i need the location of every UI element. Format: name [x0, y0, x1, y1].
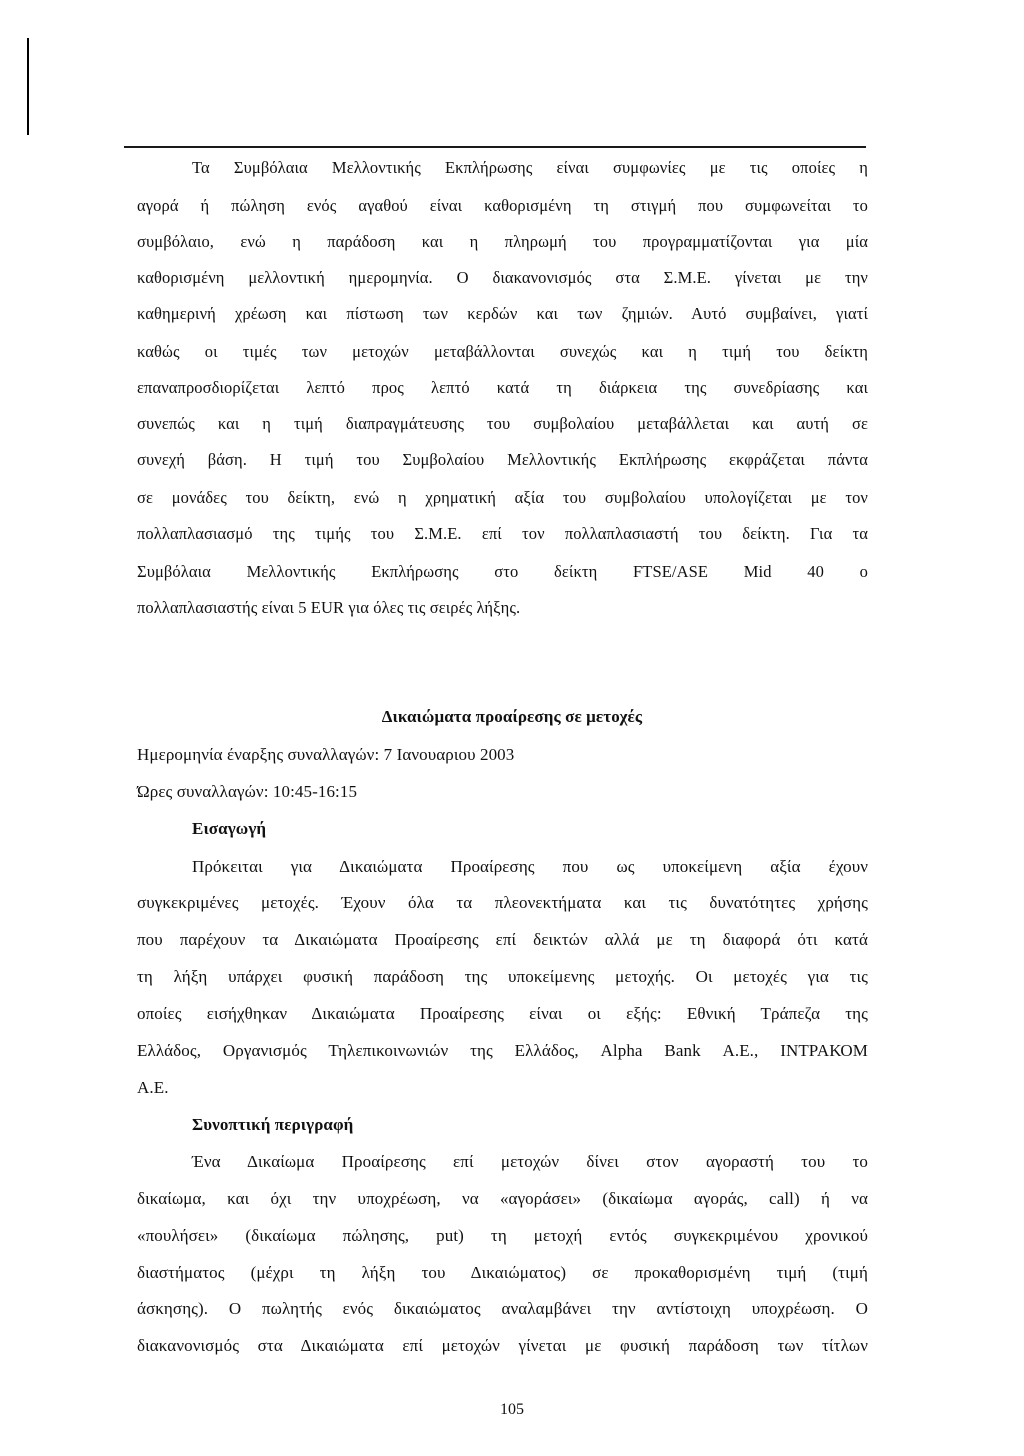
text-line: συνεχή βάση. Η τιμή του Συμβολαίου Μελλοντικής Εκπλήρωσης εκφράζεται πάντα — [137, 450, 868, 469]
text-line: «πουλήσει» (δικαίωμα πώλησης, put) τη μετοχή εντός συγκεκριμένου χρονικού — [137, 1226, 868, 1245]
page-number: 105 — [500, 1401, 524, 1418]
text-line: Ελλάδος, Οργανισμός Τηλεπικοινωνιών της Ελλάδος, Alpha Bank Α.Ε., ΙΝΤΡΑΚΟΜ — [137, 1041, 868, 1060]
text-line: συνεπώς και η τιμή διαπραγμάτευσης του συμβολαίου μεταβάλλεται και αυτή σε — [137, 414, 868, 433]
header-rule — [124, 146, 866, 148]
text-line: Α.Ε. — [137, 1078, 169, 1097]
text-line: τη λήξη υπάρχει φυσική παράδοση της υποκείμενης μετοχής. Οι μετοχές για τις — [137, 967, 868, 986]
text-line: πολλαπλασιαστής είναι 5 EUR για όλες τις σειρές λήξης. — [137, 598, 521, 617]
section-title: Δικαιώματα προαίρεσης σε μετοχές — [381, 707, 643, 726]
text-line: αγορά ή πώληση ενός αγαθού είναι καθορισμένη τη στιγμή που συμφωνείται το — [137, 196, 868, 215]
text-line: διακανονισμός στα Δικαιώματα επί μετοχών γίνεται με φυσική παράδοση των τίτλων — [137, 1336, 868, 1355]
text-line: καθημερινή χρέωση και πίστωση των κερδών και των ζημιών. Αυτό συμβαίνει, γιατί — [137, 304, 868, 323]
start-date: Ημερομηνία έναρξης συναλλαγών: 7 Ιανουαριου 2003 — [137, 745, 515, 764]
text-line: καθώς οι τιμές των μετοχών μεταβάλλονται συνεχώς και η τιμή του δείκτη — [137, 342, 868, 361]
intro-heading: Εισαγωγή — [192, 819, 267, 838]
text-line: πολλαπλασιασμό της τιμής του Σ.Μ.Ε. επί τον πολλαπλασιαστή του δείκτη. Για τα — [137, 524, 868, 543]
text-line: άσκησης). Ο πωλητής ενός δικαιώματος αναλαμβάνει την αντίστοιχη υποχρέωση. Ο — [137, 1299, 868, 1318]
scan-margin-line — [27, 38, 29, 135]
text-line: οποίες εισήχθηκαν Δικαιώματα Προαίρεσης είναι οι εξής: Εθνική Τράπεζα της — [137, 1004, 868, 1023]
text-line: Ένα Δικαίωμα Προαίρεσης επί μετοχών δίνει στον αγοραστή του το — [192, 1152, 868, 1171]
text-line: δικαίωμα, και όχι την υποχρέωση, να «αγοράσει» (δικαίωμα αγοράς, call) ή να — [137, 1189, 868, 1208]
text-line: συγκεκριμένες μετοχές. Έχουν όλα τα πλεονεκτήματα και τις δυνατότητες χρήσης — [137, 893, 868, 912]
text-line: Τα Συμβόλαια Μελλοντικής Εκπλήρωσης είναι συμφωνίες με τις οποίες η — [192, 158, 868, 177]
text-line: καθορισμένη μελλοντική ημερομηνία. Ο διακανονισμός στα Σ.Μ.Ε. γίνεται με την — [137, 268, 868, 287]
text-line: Συμβόλαια Μελλοντικής Εκπλήρωσης στο δείκτη FTSE/ASE Mid 40 ο — [137, 562, 868, 581]
summary-heading: Συνοπτική περιγραφή — [192, 1115, 354, 1134]
text-line: επαναπροσδιορίζεται λεπτό προς λεπτό κατά τη διάρκεια της συνεδρίασης και — [137, 378, 868, 397]
text-line: συμβόλαιο, ενώ η παράδοση και η πληρωμή του προγραμματίζονται για μία — [137, 232, 868, 251]
text-line: διαστήματος (μέχρι τη λήξη του Δικαιώματος) σε προκαθορισμένη τιμή (τιμή — [137, 1263, 868, 1282]
text-line: σε μονάδες του δείκτη, ενώ η χρηματική αξία του συμβολαίου υπολογίζεται με τον — [137, 488, 868, 507]
text-line: που παρέχουν τα Δικαιώματα Προαίρεσης επί δεικτών αλλά με τη διαφορά ότι κατά — [137, 930, 868, 949]
text-line: Πρόκειται για Δικαιώματα Προαίρεσης που ως υποκείμενη αξία έχουν — [192, 857, 868, 876]
trading-hours: Ώρες συναλλαγών: 10:45-16:15 — [137, 782, 358, 801]
